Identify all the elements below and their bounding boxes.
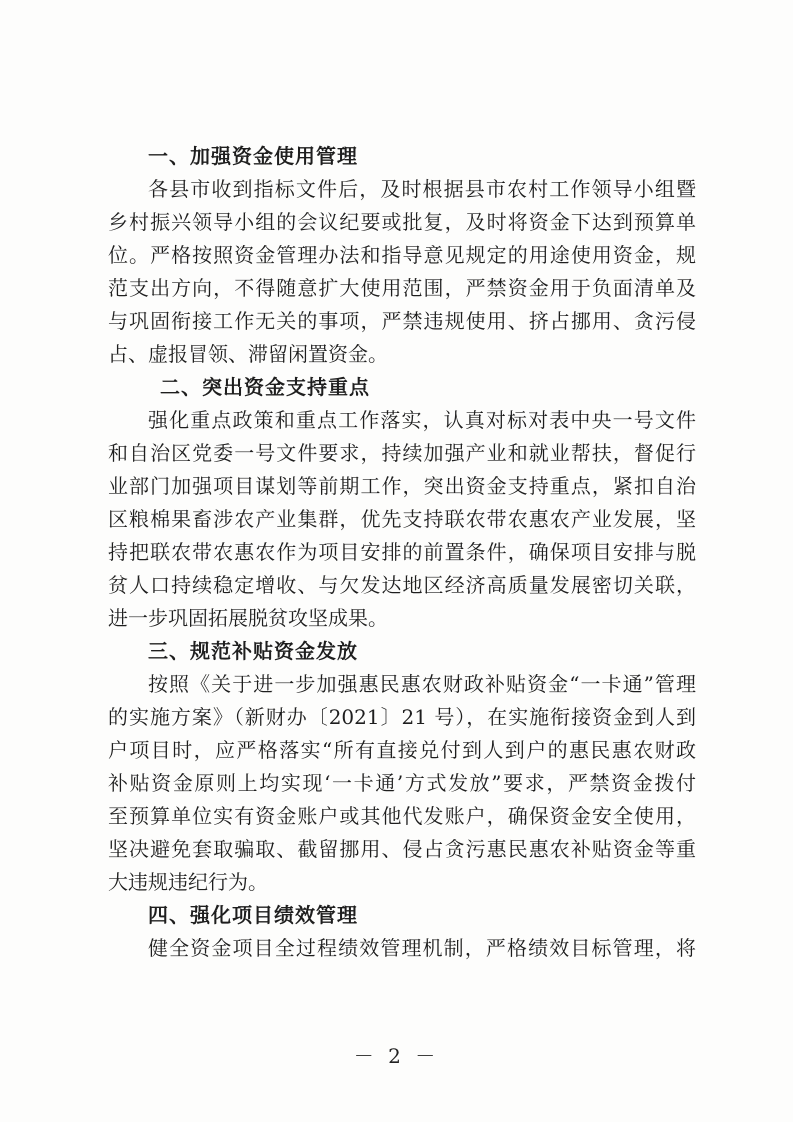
paragraph-line: 持把联农带农惠农作为项目安排的前置条件，确保项目安排与脱 xyxy=(108,540,696,564)
paragraph-line: 户项目时，应严格落实“所有直接兑付到人到户的惠民惠农财政 xyxy=(108,738,696,762)
section-paragraph-2 xyxy=(108,404,696,635)
paragraph-line: 补贴资金原则上均实现‘一卡通’方式发放”要求，严禁资金拨付 xyxy=(108,771,696,795)
section-paragraph-4 xyxy=(108,932,696,965)
paragraph-line: 大违规违纪行为。 xyxy=(108,870,268,894)
paragraph-line: 各县市收到指标文件后，及时根据县市农村工作领导小组暨 xyxy=(148,177,696,201)
page-number: － 2 － xyxy=(353,1044,440,1068)
paragraph-line: 范支出方向，不得随意扩大使用范围，严禁资金用于负面清单及 xyxy=(108,276,696,300)
paragraph-line: 业部门加强项目谋划等前期工作，突出资金支持重点，紧扣自治 xyxy=(108,474,696,498)
paragraph-line: 占、虚报冒领、滞留闲置资金。 xyxy=(108,342,388,366)
paragraph-line: 和自治区党委一号文件要求，持续加强产业和就业帮扶，督促行 xyxy=(108,441,696,465)
paragraph-line: 贫人口持续稳定增收、与欠发达地区经济高质量发展密切关联， xyxy=(108,573,696,597)
document-body xyxy=(108,140,696,965)
section-paragraph-1 xyxy=(108,173,696,371)
paragraph-line: 区粮棉果畜涉农产业集群，优先支持联农带农惠农产业发展，坚 xyxy=(108,507,696,531)
paragraph-line: 坚决避免套取骗取、截留挪用、侵占贪污惠民惠农补贴资金等重 xyxy=(108,837,696,861)
paragraph-line: 位。严格按照资金管理办法和指导意见规定的用途使用资金，规 xyxy=(108,243,696,267)
section-heading-4: 四、强化项目绩效管理 xyxy=(148,903,358,927)
paragraph-line: 与巩固衔接工作无关的事项，严禁违规使用、挤占挪用、贪污侵 xyxy=(108,309,696,333)
paragraph-line: 的实施方案》（新财办〔2021〕21 号），在实施衔接资金到人到 xyxy=(108,705,696,729)
paragraph-line: 进一步巩固拓展脱贫攻坚成果。 xyxy=(108,606,388,630)
section-heading-3: 三、规范补贴资金发放 xyxy=(148,639,358,663)
paragraph-line: 至预算单位实有资金账户或其他代发账户，确保资金安全使用， xyxy=(108,804,696,828)
paragraph-line: 乡村振兴领导小组的会议纪要或批复，及时将资金下达到预算单 xyxy=(108,210,696,234)
paragraph-line: 健全资金项目全过程绩效管理机制，严格绩效目标管理，将 xyxy=(148,936,696,960)
section-heading-2: 二、突出资金支持重点 xyxy=(160,375,370,399)
section-paragraph-3 xyxy=(108,668,696,899)
paragraph-line: 按照《关于进一步加强惠民惠农财政补贴资金“一卡通”管理 xyxy=(148,672,696,696)
paragraph-line: 强化重点政策和重点工作落实，认真对标对表中央一号文件 xyxy=(148,408,696,432)
section-heading-1: 一、加强资金使用管理 xyxy=(148,144,358,168)
